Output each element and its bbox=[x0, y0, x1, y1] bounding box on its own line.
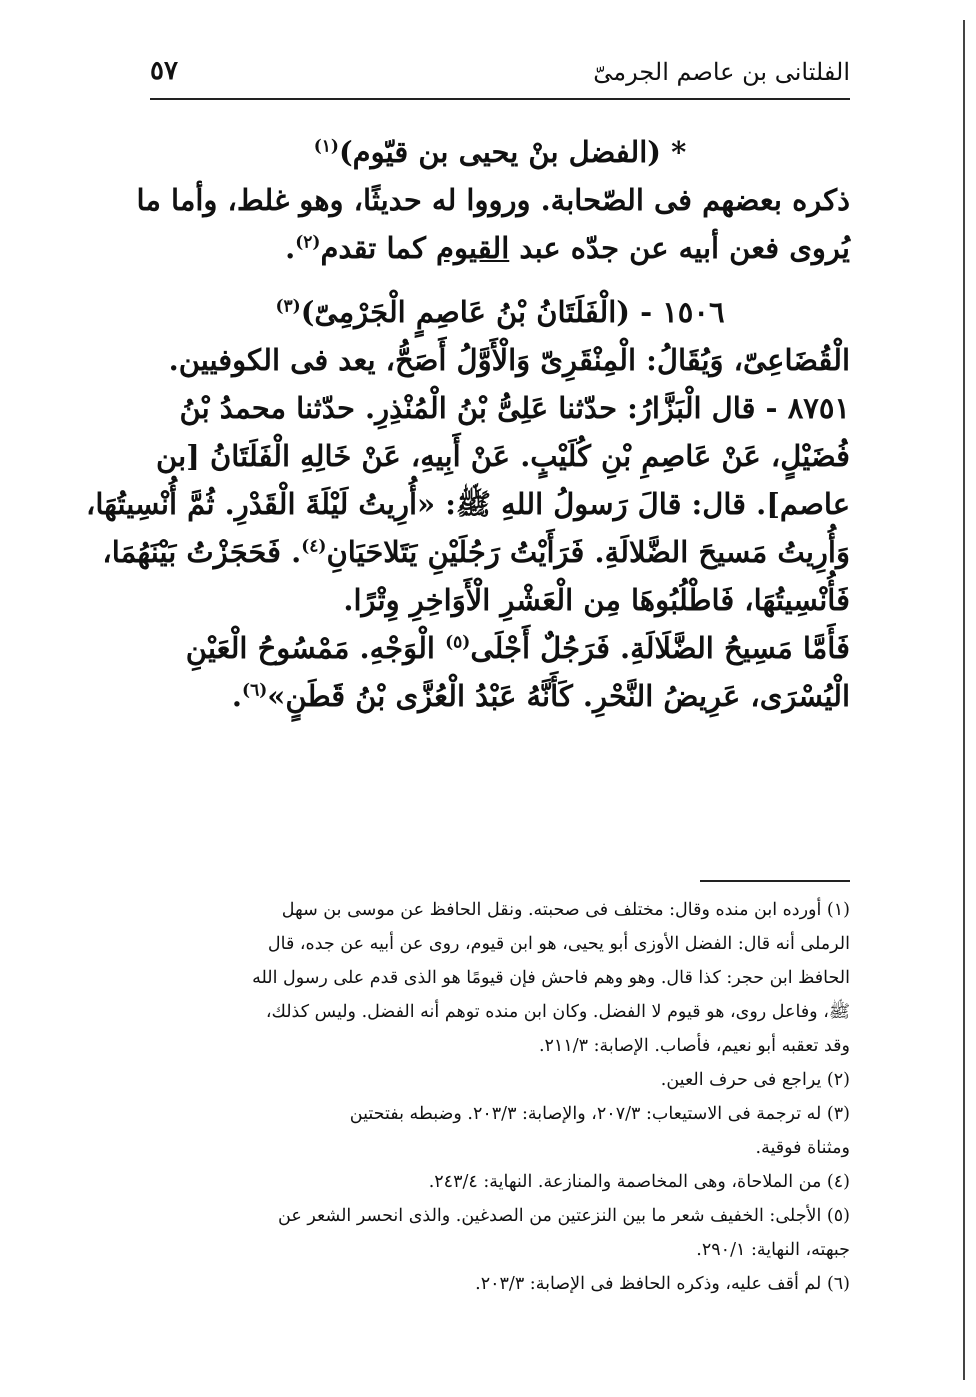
footnote-ref: (٥) bbox=[445, 632, 471, 653]
footnote-line: (٣) له ترجمة فى الاستيعاب: ٢٠٧/٣، والإصابة: ٢٠٣/٣. وضبطه بفتحتين bbox=[349, 1104, 850, 1124]
footnote-ref: (٣) bbox=[275, 296, 301, 317]
running-header bbox=[150, 58, 850, 98]
hadith-8751-line-5: فَأُنْسِيتُهَا، فَاطْلُبُوهَا مِن الْعَشْرِ الْأَوَاخِرِ وِتْرًا. bbox=[343, 583, 850, 617]
header-title: الفلتانى بن عاصم الجرمىّ bbox=[593, 58, 850, 86]
hadith-8751-line-2: فُضَيْلٍ، عَنْ عَاصِمِ بْنِ كُلَيْبٍ. عَنْ أَبِيهِ، عَنْ خَالِهِ الْفَلَتَانُ [بن bbox=[156, 439, 850, 473]
hadith-8751-line-1: ٨٧٥١ - قال الْبَزَّارُ: حدّثنا عَلِىُّ بْنُ الْمُنْذِرِ. حدّثنا محمدُ بْنُ bbox=[179, 391, 850, 425]
main-text bbox=[85, 128, 850, 720]
footnote-line: (٥) الأجلى: الخفيف شعر ما بين النزعتين من الصدغين. والذى انحسر الشعر عن bbox=[278, 1206, 850, 1226]
footnote-line: الحافظ ابن حجر: كذا قال. وهو وهم فاحش فإن قيومًا هو الذى قدم على رسول الله bbox=[252, 968, 850, 988]
footnotes bbox=[150, 893, 850, 1301]
entry-fadl-heading: * (الفضل بنْ يحيى بن قيّوم)$^{(١)}$ bbox=[313, 135, 687, 169]
hadith-8751-line-4: وَأُرِيتُ مَسيحَ الضَّلالَةِ. فَرَأَيْتُ رَجُلَيْنِ يَتَلاحَيَانِ$^{(٤)}$. فَحَجَزْتُ بَيْنَهُمَا، bbox=[102, 535, 850, 569]
footnote-line: ﷺ، وفاعل روى، هو قيوم لا الفضل. وكان ابن منده توهم أنه الفضل. وليس كذلك، bbox=[265, 1002, 850, 1022]
entry-fadl-line-1: ذكره بعضهم فى الصّحابة. ورووا له حديثًا، وهو غلط، وأما ما bbox=[136, 183, 850, 217]
entry-1506-heading: ١٥٠٦ - (الْفَلَتَانُ بْنُ عَاصِمٍ الْجَرْمِىّ)$^{(٣)}$ bbox=[275, 295, 725, 329]
footnote-ref: (٢) bbox=[295, 232, 321, 253]
footnote-ref: (٤) bbox=[301, 536, 327, 557]
footnote-line: (١) أورده ابن منده وقال: مختلف فى صحبته. ونقل الحافظ عن موسى بن سهل bbox=[281, 900, 850, 920]
underlined-word: القيوم bbox=[436, 231, 510, 265]
footnote-ref: (٦) bbox=[242, 680, 268, 701]
footnote-line: وقد تعقبه أبو نعيم، فأصاب. الإصابة: ٢١١/٣. bbox=[538, 1036, 850, 1056]
footnote-line: (٤) من الملاحاة، وهى المخاصمة والمنازعة. النهاية: ٢٤٣/٤. bbox=[428, 1172, 850, 1192]
entry-1506-line-1: الْقُضَاعِىّ، وَيُقَالُ: الْمِنْقَرِىّ وَالْأَوَّلُ أَصَحُّ، يعد فى الكوفيين. bbox=[168, 343, 850, 377]
footnote-line: جبهته، النهاية: ٢٩٠/١. bbox=[696, 1240, 850, 1260]
footnote-line: (٢) يراجع فى حرف العين. bbox=[660, 1070, 850, 1090]
hadith-8751-line-6: فَأَمَّا مَسِيحُ الضَّلَالَةِ. فَرَجُلٌ أَجْلَى$^{(٥)}$ الْوَجْهِ. مَمْسُوحُ الْعَيْنِ bbox=[185, 631, 850, 665]
footnote-ref: (١) bbox=[313, 136, 339, 157]
hadith-8751-line-3: عاصم]. قال: قالَ رَسولُ اللهِ ﷺ: «أُرِيتُ لَيْلَةَ الْقَدْرِ. ثُمَّ أُنْسِيتُهَا، bbox=[85, 487, 850, 521]
footnote-line: ومثناة فوقية. bbox=[755, 1138, 850, 1158]
footnote-line: (٦) لم أقف عليه، وذكره الحافظ فى الإصابة: ٢٠٣/٣. bbox=[475, 1274, 850, 1294]
page-edge-line bbox=[963, 20, 965, 1380]
page-number: ٥٧ bbox=[150, 56, 178, 86]
header-rule bbox=[150, 98, 850, 100]
entry-fadl-line-2: يُروى فعن أبيه عن جدّه عبد القيوم كما تقدم$^{(٢)}$. bbox=[285, 231, 850, 265]
hadith-8751-line-7: الْيُسْرَى، عَرِيضُ النَّحْرِ. كَأَنَّهُ عَبْدُ الْعُزَّى بْنُ قَطَنٍ»$^{(٦)}$. bbox=[231, 679, 850, 713]
footnote-line: الرملى أنه قال: الفضل الأوزى أبو يحيى، هو ابن قيوم، روى عن أبيه عن جده، قال bbox=[267, 934, 850, 954]
footnote-rule bbox=[700, 880, 850, 882]
